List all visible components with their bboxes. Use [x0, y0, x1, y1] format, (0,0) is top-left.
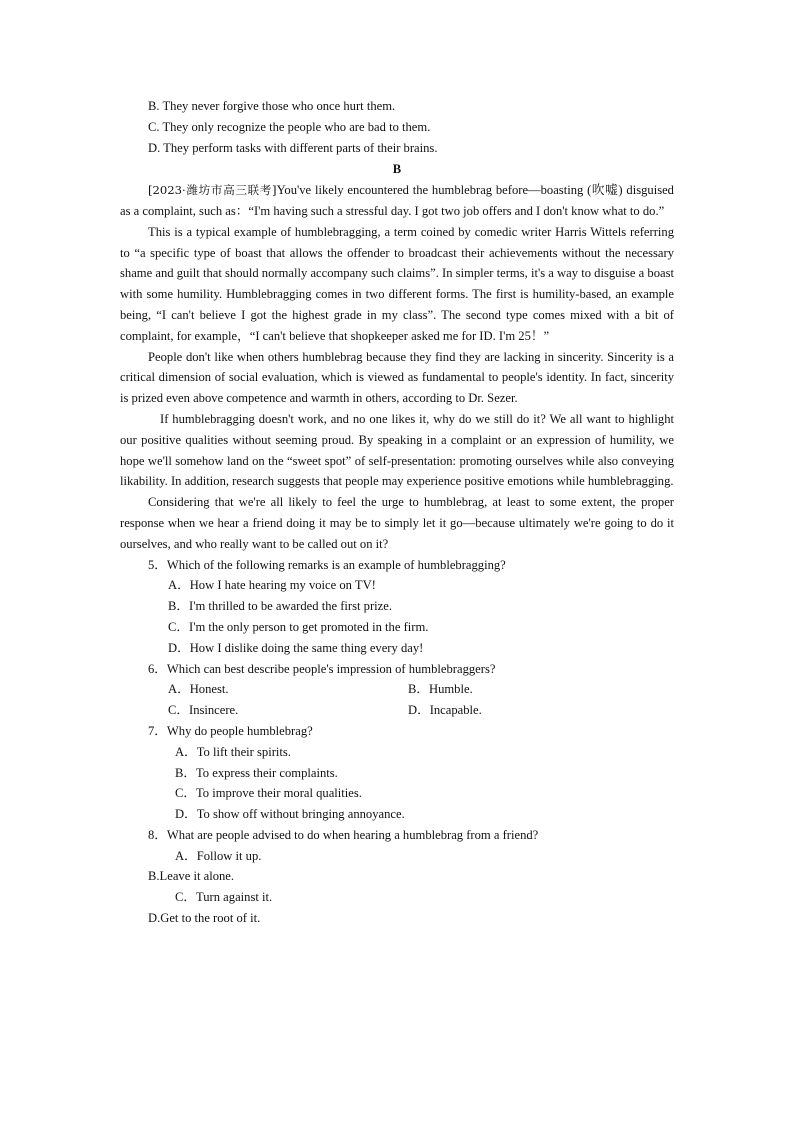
- prev-option-c: C. They only recognize the people who are bad to them.: [148, 119, 431, 134]
- question-6-option-c[interactable]: C．Insincere.: [168, 703, 239, 718]
- question-7-option-a[interactable]: A．To lift their spirits.: [175, 744, 291, 759]
- question-6-option-b[interactable]: B．Humble.: [408, 682, 473, 697]
- passage-paragraph-2: This is a typical example of humblebragging, a term coined by comedic writer Harris Wittels referring to “a specific type of boast that allows the offender to broadcast their achievements without the necessary shame and guilt that should normally accompany such claims”. In simpler terms, it's a way to disguise a boast with some humility. Humblebragging comes in two different forms. The first is humility-based, an example being, “I can't believe I got the highest grade in my class”. The second type comes mixed with a bit of complaint, for example，“I can't believe that shopkeeper asked me for ID. I'm 25！”: [120, 224, 674, 343]
- passage-paragraph-1: [120, 180, 674, 222]
- question-6-option-d[interactable]: D．Incapable.: [408, 703, 482, 718]
- section-heading: B: [392, 162, 402, 177]
- prev-option-b: B. They never forgive those who once hurt them.: [148, 99, 396, 113]
- question-7-option-d[interactable]: D．To show off without bringing annoyance.: [175, 807, 405, 822]
- question-8-option-c[interactable]: C．Turn against it.: [175, 890, 273, 905]
- question-7-option-b[interactable]: B．To express their complaints.: [175, 765, 338, 780]
- prev-option-d: D. They perform tasks with different parts of their brains.: [148, 140, 438, 155]
- question-6-options-row-1: [120, 679, 674, 700]
- question-8-option-a[interactable]: A．Follow it up.: [175, 848, 262, 863]
- question-6-stem: 6．Which can best describe people's impression of humblebraggers?: [148, 661, 496, 676]
- question-5-option-b[interactable]: B．I'm thrilled to be awarded the first prize.: [168, 599, 392, 614]
- question-8-option-d[interactable]: D.Get to the root of it.: [148, 911, 261, 926]
- question-7-stem: 7．Why do people humblebrag?: [148, 723, 313, 738]
- question-5-option-c[interactable]: C．I'm the only person to get promoted in the firm.: [168, 619, 429, 634]
- question-5-option-d[interactable]: D．How I dislike doing the same thing every day!: [168, 640, 424, 655]
- question-7-option-c[interactable]: C．To improve their moral qualities.: [175, 786, 362, 801]
- passage-paragraph-3: People don't like when others humblebrag because they find they are lacking in sincerity. Sincerity is a critical dimension of social evaluation, which is viewed as fundamental to people's identity. In fact, sincerity is prized even above competence and warmth in others, according to Dr. Sezer.: [120, 349, 674, 406]
- question-8-option-b[interactable]: B.Leave it alone.: [148, 869, 235, 884]
- paragraph-1-text: You've likely encountered the humblebrag before—boasting (吹嘘) disguised as a complaint, such as：“I'm having such a stressful day. I got two job offers and I don't know what to do.”: [120, 183, 674, 218]
- question-5-option-a[interactable]: A．How I hate hearing my voice on TV!: [168, 578, 376, 593]
- question-6-options-row-2: [120, 700, 674, 721]
- question-6-option-a[interactable]: A．Honest.: [168, 682, 229, 697]
- passage-paragraph-4: If humblebragging doesn't work, and no one likes it, why do we still do it? We all want to highlight our positive qualities without seeming proud. By speaking in a complaint or an expression of humility, we hope we'll somehow land on the “sweet spot” of self-presentation: promoting ourselves while also conveying likability. In addition, research suggests that people may experience positive emotions while humblebragging.: [120, 411, 674, 489]
- document-page: [120, 96, 674, 929]
- question-5-stem: 5．Which of the following remarks is an example of humblebragging?: [148, 557, 506, 572]
- source-tag: [2023·潍坊市高三联考]: [148, 183, 277, 198]
- passage-paragraph-5: Considering that we're all likely to feel the urge to humblebrag, at least to some extent, the proper response when we hear a friend doing it may be to simply let it go—because ultimately we're going to do it ourselves, and who really want to be called out on it?: [120, 495, 674, 551]
- question-8-stem: 8．What are people advised to do when hearing a humblebrag from a friend?: [148, 827, 539, 842]
